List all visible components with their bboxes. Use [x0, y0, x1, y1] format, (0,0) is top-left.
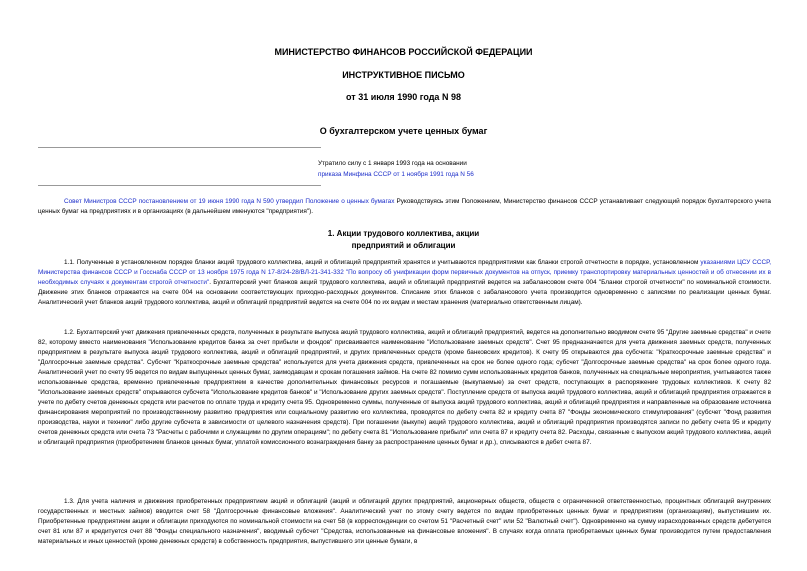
paragraph-1-1 [38, 258, 771, 308]
document-date: от 31 июля 1990 года N 98 [346, 92, 461, 102]
preamble-link[interactable]: Совет Министров СССР постановлением от 19 июня 1990 года N 590 утвердил Положение о ценных бумагах [64, 198, 395, 205]
paragraph-1-3 [38, 497, 771, 547]
section1-title-line1: 1. Акции трудового коллектива, акции [327, 229, 480, 238]
para1-3-text: 1.3. Для учета наличия и движения приобретенных предприятием акций и облигаций (акций и облигаций других предприятий, акционерных обществ, обществ с ограниченной ответственностью, процентных облигаций внутренних государственных и местных займов) вводится счет 58 "Долгосрочные финансовые вложения". Аналитический учет по этому счету ведется по видам приобретенных ценных бумаг и предприятиям (организациям), выпустившим их. Приобретенные предприятием акции и облигации приходуются по номинальной стоимости на счет 58 (в корреспонденции со счетом 51 "Расчетный счет" или 52 "Валютный счет"). Одновременно на сумму израсходованных средств дебетуется счет 81 или 87 и кредитуется счет 88 "Фонды специального назначения", вводимый субсчет "Средства, использованные на финансовые вложения". В случаях когда оплата приобретаемых ценных бумаг производится путем предоставления материальных и иных ценностей (кроме денежных средств) в собственность предприятия, выпустившего эти ценные бумаги, в [38, 498, 771, 545]
document-subject: О бухгалтерском учете ценных бумаг [319, 126, 488, 136]
divider-bottom [38, 185, 321, 186]
divider-top [38, 147, 321, 148]
status-note-text: Утратило силу с 1 января 1993 года на основании [318, 160, 467, 167]
preamble-text: Руководствуясь этим Положением, Министерство финансов СССР устанавливает следующий порядок бухгалтерского учета ценных бумаг на предприятиях и в организациях (в дальнейшем именуются "предприятия"). [38, 198, 771, 215]
para1-1-link[interactable]: указаниями ЦСУ СССР, Министерства финансов СССР и Госснаба СССР от 13 ноября 1975 года N 17-8/24-28/ВЛ-21-341-332 "По вопросу об унификации форм первичных документов на отпуск, приемку транспортировку материальных ценностей и об отнесении их в необходимых случаях к документам строгой отчетности" [38, 259, 771, 286]
para1-1-text2: . Бухгалтерский учет бланков акций трудового коллектива, акций и облигаций предприятий ведется на забалансовом счете 004 "Бланки строгой отчетности" по номинальной стоимости. Движение этих бланков отражается на счете 004 на основании соответствующих приходно-расходных документов. Списание этих бланков с забалансового учета производится одновременно с записями по реализации ценных бумаг. Аналитический учет бланков акций трудового коллектива, акций и облигаций предприятий ведется на счете 004 по их видам и местам хранения (материально ответственным лицам). [38, 279, 771, 306]
document-type: ИНСТРУКТИВНОЕ ПИСЬМО [342, 70, 465, 80]
para1-1-text1: 1.1. Полученные в установленном порядке бланки акций трудового коллектива, акций и облигаций предприятий хранятся и учитываются предприятиями как бланки строгой отчетности в порядке, установленном [64, 259, 701, 266]
section1-title-line2: предприятий и облигации [351, 241, 456, 250]
paragraph-1-2 [38, 328, 771, 448]
ministry-title: МИНИСТЕРСТВО ФИНАНСОВ РОССИЙСКОЙ ФЕДЕРАЦИИ [274, 47, 533, 57]
status-note-link[interactable]: приказа Минфина СССР от 1 ноября 1991 года N 56 [318, 171, 474, 178]
preamble-paragraph [38, 197, 771, 217]
para1-2-text: 1.2. Бухгалтерский учет движения привлеченных средств, полученных в результате выпуска акций трудового коллектива, акций и облигаций предприятий, ведется на дополнительно вводимом счете 95 "Другие заемные средства" и счете 82, которому вместо наименования "Использование кредитов банка за счет прибыли и фондов" присваивается наименование "Использование заемных средств". Счет 95 предназначается для учета движения заемных средств, полученных предприятием в результате выпуска акций трудового коллектива, акций и облигаций предприятий, и других привлеченных средств (кроме банковских кредитов). К счету 95 открываются два субсчета: "Краткосрочные заемные средства" и "Долгосрочные заемные средства". Субсчет "Краткосрочные заемные средства" используется для учета движения средств, привлеченных на срок не более одного года; субсчет "Долгосрочные заемные средства" на срок более одного года. Аналитический учет по счету 95 ведется по видам выпущенных ценных бумаг, заимодавцам и срокам погашения займов. На счете 82 помимо сумм использованных кредитов банков, полученных на специальные мероприятия, учитываются также использованные средства, временно привлеченные предприятием в качестве дополнительных финансовых ресурсов и погашаемые (выкупаемые) за счет средств, поступающих в распоряжение трудовых коллективов. К счету 82 "Использование заемных средств" открываются субсчета "Использование кредитов банков" и "Использование других заемных средств". Поступление средств от выпуска акций трудового коллектива, акций и облигаций предприятия отражается в учете по дебету счетов денежных средств или расчетов по оплате труда и кредиту счета 95. Одновременно суммы, полученные от выпуска акций трудового коллектива, акций и облигаций предприятия и направленные на образование источника финансирования мероприятий по производственному развитию предприятия или социальному развитию его коллектива, проводятся по дебету счета 82 и кредиту счета 87 "Фонды экономического стимулирования" (субсчет "Фонд развития производства, науки и техники" либо другие субсчета в зависимости от целевого назначения средств). При погашении (выкупе) акций трудового коллектива, акций и облигаций предприятия производятся записи по дебету счета 95 и кредиту счетов денежных средств или счета 73 "Расчеты с рабочими и служащими по другим операциям"; по дебету счета 81 "Использование прибыли" или счета 87 и кредиту счета 82. Расходы, связанные с выпуском акций трудового коллектива, акций и облигаций предприятия (приобретением бланков ценных бумаг, уплатой комиссионного вознаграждения банку за распространение ценных бумаг и др.), списываются в дебет счета 87. [38, 329, 772, 446]
